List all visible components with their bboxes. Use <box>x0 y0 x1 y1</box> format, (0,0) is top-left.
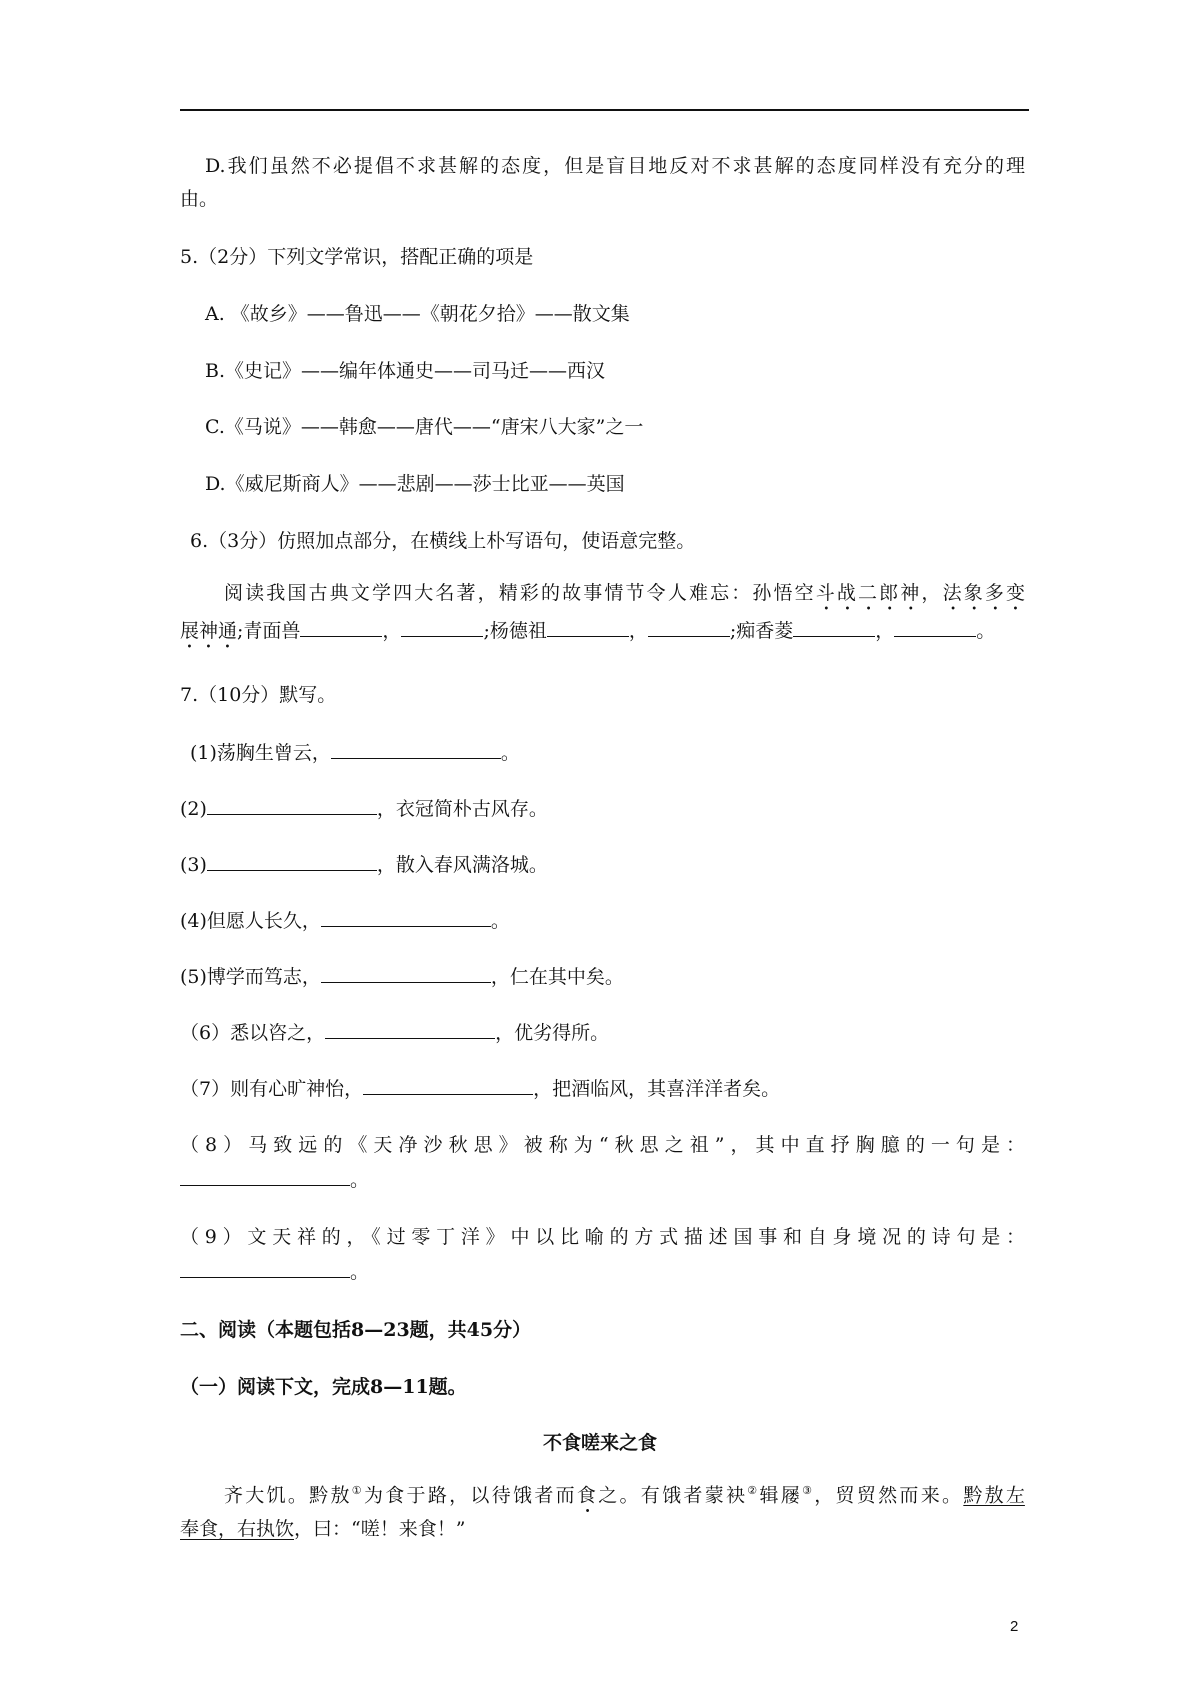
q7-item-6-text: （6）悉以咨之， <box>180 1022 326 1044</box>
q7-blank-6[interactable] <box>325 1018 495 1039</box>
q7-item-1-text: (1)荡胸生曾云， <box>190 742 331 764</box>
q5-option-a: A. 《故乡》——鲁迅——《朝花夕拾》——散文集 <box>205 303 630 325</box>
page-number: 2 <box>1010 1618 1019 1635</box>
q7-blank-9[interactable] <box>180 1257 350 1278</box>
q7-item-2-num: (2) <box>180 798 207 820</box>
passage-underlined-b: 奉食，右执饮 <box>180 1518 295 1540</box>
q6-blank-1[interactable] <box>300 616 382 637</box>
section-heading: 二、阅读（本题包括8—23题，共45分） <box>180 1319 532 1341</box>
q7-item-5-end: ，仁在其中矣。 <box>490 966 624 988</box>
q6-label-b: ;杨德祖 <box>483 620 547 642</box>
q6-paragraph-line2 <box>180 616 995 653</box>
q6-dotted-phrase-b: 展神通 <box>180 620 238 642</box>
q6-blank-4[interactable] <box>648 616 730 637</box>
passage-text-c: 之。有饿者蒙袂 <box>598 1484 748 1507</box>
q6-stem: 6.（3分）仿照加点部分，在横线上朴写语句，使语意完整。 <box>190 530 696 552</box>
passage-text-b: 为食于路，以待饿者而 <box>363 1484 577 1507</box>
q6-blank-5[interactable] <box>793 616 875 637</box>
q7-item-3 <box>180 850 548 879</box>
passage-text-f: ，曰：“嗟！来食！” <box>294 1518 466 1540</box>
q7-blank-8[interactable] <box>180 1165 350 1186</box>
q7-item-3-num: (3) <box>180 854 207 876</box>
passage-title: 不食嗟来之食 <box>542 1432 657 1454</box>
q5-option-b: B.《史记》——编年体通史——司马迁——西汉 <box>205 360 606 382</box>
header-rule <box>180 109 1029 111</box>
q6-blank-6[interactable] <box>894 616 976 637</box>
q7-item-4-end: 。 <box>490 910 510 932</box>
q7-item-9-line2 <box>180 1257 369 1286</box>
q7-item-9-line1: （9）文天祥的，《过零丁洋》中以比喻的方式描述国事和自身境况的诗句是： <box>180 1226 1025 1248</box>
passage-dotted-char: 食 <box>576 1484 599 1507</box>
q7-blank-5[interactable] <box>321 962 491 983</box>
q7-stem: 7.（10分）默写。 <box>180 684 337 706</box>
q4-option-d-line1: D.我们虽然不必提倡不求甚解的态度，但是盲目地反对不求甚解的态度同样没有充分的理 <box>205 155 1025 177</box>
q4-option-d-line2: 由。 <box>180 188 219 210</box>
q7-blank-2[interactable] <box>207 794 377 815</box>
passage-text-a: 齐大饥。黔敖 <box>224 1484 352 1507</box>
q7-blank-7[interactable] <box>363 1074 533 1095</box>
passage-text-e: ，贸贸然而来。 <box>814 1484 964 1507</box>
q7-item-5-text: (5)博学而笃志， <box>180 966 321 988</box>
q6-dotted-phrase-a: 斗战二郎神，法象多变 <box>815 582 1025 604</box>
q6-comma-1: ， <box>382 620 402 642</box>
q5-option-d: D.《威尼斯商人》——悲剧——莎士比亚——英国 <box>205 473 625 495</box>
q7-blank-3[interactable] <box>207 850 377 871</box>
q7-item-4 <box>180 906 510 935</box>
q7-item-7-text: （7）则有心旷神怡， <box>180 1078 364 1100</box>
passage-underlined-a: 黔敖左 <box>963 1484 1025 1507</box>
q6-comma-3: ， <box>875 620 895 642</box>
q6-line1-text: 阅读我国古典文学四大名著，精彩的故事情节令人难忘：孙悟空 <box>224 582 816 604</box>
q6-blank-3[interactable] <box>547 616 629 637</box>
q7-item-7 <box>180 1074 780 1103</box>
q6-label-a: ;青面兽 <box>237 620 301 642</box>
q6-blank-2[interactable] <box>401 616 483 637</box>
q7-item-8-end: 。 <box>350 1169 370 1191</box>
q7-item-4-text: (4)但愿人长久， <box>180 910 321 932</box>
passage-line1 <box>224 1477 1025 1517</box>
q7-item-9-end: 。 <box>350 1261 370 1283</box>
q7-item-1 <box>190 738 520 767</box>
footnote-marker-1: ① <box>351 1484 364 1497</box>
q6-period: 。 <box>976 620 996 642</box>
q7-item-1-end: 。 <box>500 742 520 764</box>
q5-stem: 5.（2分）下列文学常识，搭配正确的项是 <box>180 246 534 268</box>
q7-item-5 <box>180 962 624 991</box>
q7-item-2-text: ，衣冠简朴古风存。 <box>376 798 548 820</box>
q7-item-3-text: ，散入春风满洛城。 <box>376 854 548 876</box>
q7-blank-1[interactable] <box>331 738 501 759</box>
passage-line2 <box>180 1515 465 1543</box>
q6-paragraph-line1 <box>224 579 1025 615</box>
q7-item-6-end: ，优劣得所。 <box>495 1022 610 1044</box>
q7-blank-4[interactable] <box>321 906 491 927</box>
footnote-marker-2: ② <box>747 1484 760 1497</box>
subsection-heading: （一）阅读下文，完成8—11题。 <box>180 1376 467 1398</box>
q7-item-2 <box>180 794 548 823</box>
q5-option-c: C.《马说》——韩愈——唐代——“唐宋八大家”之一 <box>205 416 644 438</box>
q7-item-8-line2 <box>180 1165 369 1194</box>
passage-text-d: 辑屦 <box>759 1484 803 1507</box>
q7-item-6 <box>180 1018 609 1047</box>
q7-item-7-end: ，把酒临风，其喜洋洋者矣。 <box>533 1078 781 1100</box>
footnote-marker-3: ③ <box>802 1484 815 1497</box>
q7-item-8-line1: （8）马致远的《天净沙秋思》被称为“秋思之祖”，其中直抒胸臆的一句是： <box>180 1134 1025 1156</box>
q6-label-c: ;痴香菱 <box>729 620 794 642</box>
q6-comma-2: ， <box>628 620 648 642</box>
